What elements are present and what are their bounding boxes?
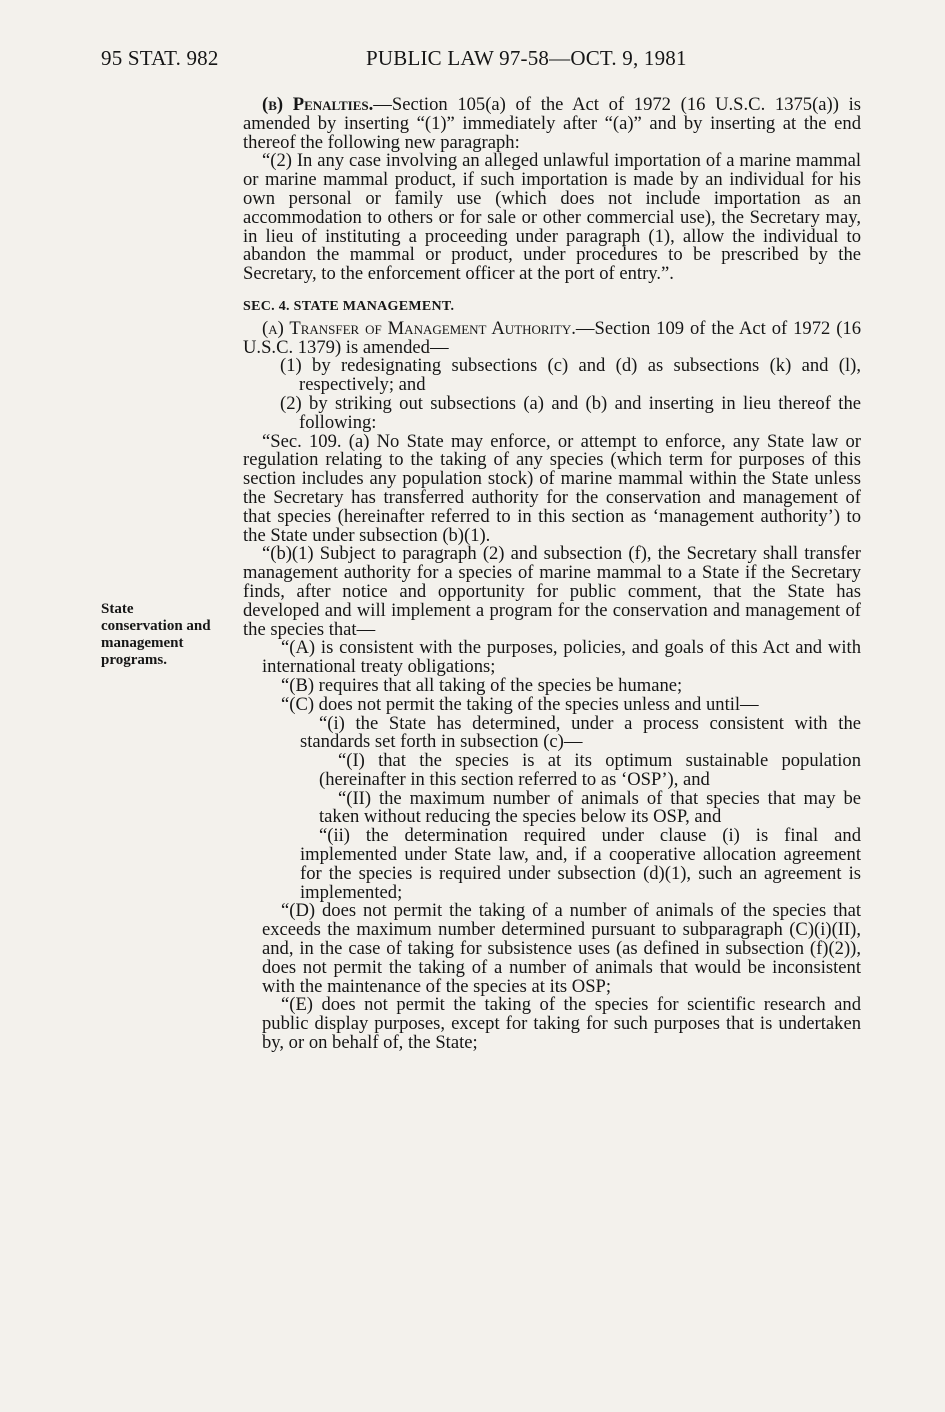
section-heading: SEC. 4. STATE MANAGEMENT. xyxy=(243,298,455,314)
subclause-C-i-I: “(I) that the species is at its optimum sustainable population (hereinafter in this section referred to as ‘OSP’), and xyxy=(319,750,861,790)
subparagraph-E: “(E) does not permit the taking of the species for scientific research and public display purposes, except for taking for such purposes that is undertaken by, or on behalf of, the State; xyxy=(262,994,861,1054)
margin-note xyxy=(101,601,231,669)
subclause-C-i-II: “(II) the maximum number of animals of that species that may be taken without reducing the species below its OSP, and xyxy=(319,787,861,828)
amend-item-1: (1) by redesignating subsections (c) and (d) as subsections (k) and (l), respectively; and xyxy=(280,355,861,396)
transfer-paragraph xyxy=(243,317,861,358)
subparagraph-B: “(B) requires that all taking of the species be humane; xyxy=(281,674,683,696)
margin-note-line: conservation and xyxy=(101,618,211,634)
clause-C-i: “(i) the State has determined, under a process consistent with the standards set forth in subsection (c)— xyxy=(300,712,861,753)
paragraph-2: “(2) In any case involving an alleged unlawful importation of a marine mammal or marine mammal product, if such importation is made by an individual for his own personal or family use (which does not include importation as an accommodation to others or for sale or other commercial use), the Secretary may, in lieu of instituting a proceeding under paragraph (1), allow the individual to abandon the mammal or product, under procedures to be prescribed by the Secretary, to the enforcement officer at the port of entry.”. xyxy=(243,150,861,285)
penalties-text: —Section 105(a) of the Act of 1972 (16 U.S.C. 1375(a)) is amended by inserting “(1)” immediately after “(a)” and by inserting at the end thereof the following new paragraph: xyxy=(243,94,861,153)
section-109-a: “Sec. 109. (a) No State may enforce, or attempt to enforce, any State law or regulation relating to the taking of any species (which term for purposes of this section includes any population stock) of marine mammal within the State unless the Secretary has transferred authority for the conservation and management of that species (hereinafter referred to in this section as ‘management authority’) to the State under subsection (b)(1). xyxy=(243,430,861,546)
clause-C-ii: “(ii) the determination required under clause (i) is final and implemented under State law, and, if a cooperative allocation agreement for the species is required under subsection (d)(1), such an agreement is implemented; xyxy=(300,825,861,903)
subparagraph-D: “(D) does not permit the taking of a number of animals of the species that exceeds the maximum number determined pursuant to subparagraph (C)(i)(II), and, in the case of taking for subsistence uses (as defined in subsection (f)(2)), does not permit the taking of a number of animals that would be inconsistent with the maintenance of the species at its OSP; xyxy=(262,900,861,997)
running-header-title: PUBLIC LAW 97-58—OCT. 9, 1981 xyxy=(366,46,687,70)
margin-note-line: State xyxy=(101,601,134,617)
margin-note-line: programs. xyxy=(101,652,167,668)
subparagraph-C: “(C) does not permit the taking of the species unless and until— xyxy=(281,693,759,715)
amend-item-2: (2) by striking out subsections (a) and (b) and inserting in lieu thereof the following: xyxy=(280,392,861,433)
subparagraph-A: “(A) is consistent with the purposes, policies, and goals of this Act and with international treaty obligations; xyxy=(262,637,861,678)
penalties-paragraph xyxy=(243,96,861,152)
transfer-heading: (a) Transfer of Management Authority. xyxy=(262,317,576,339)
body-text xyxy=(243,96,861,1053)
margin-note-line: management xyxy=(101,635,184,651)
statute-page-number: 95 STAT. 982 xyxy=(101,46,219,70)
section-109-b1: “(b)(1) Subject to paragraph (2) and subsection (f), the Secretary shall transfer management authority for a species of marine mammal to a State if the Secretary finds, after notice and opportunity for public comment, that the State has developed and will implement a program for the conservation and management of the species that— xyxy=(243,543,861,640)
penalties-heading: (b) Penalties. xyxy=(262,94,374,115)
transfer-text: —Section 109 of the Act of 1972 (16 U.S.C. 1379) is amended— xyxy=(243,317,861,358)
